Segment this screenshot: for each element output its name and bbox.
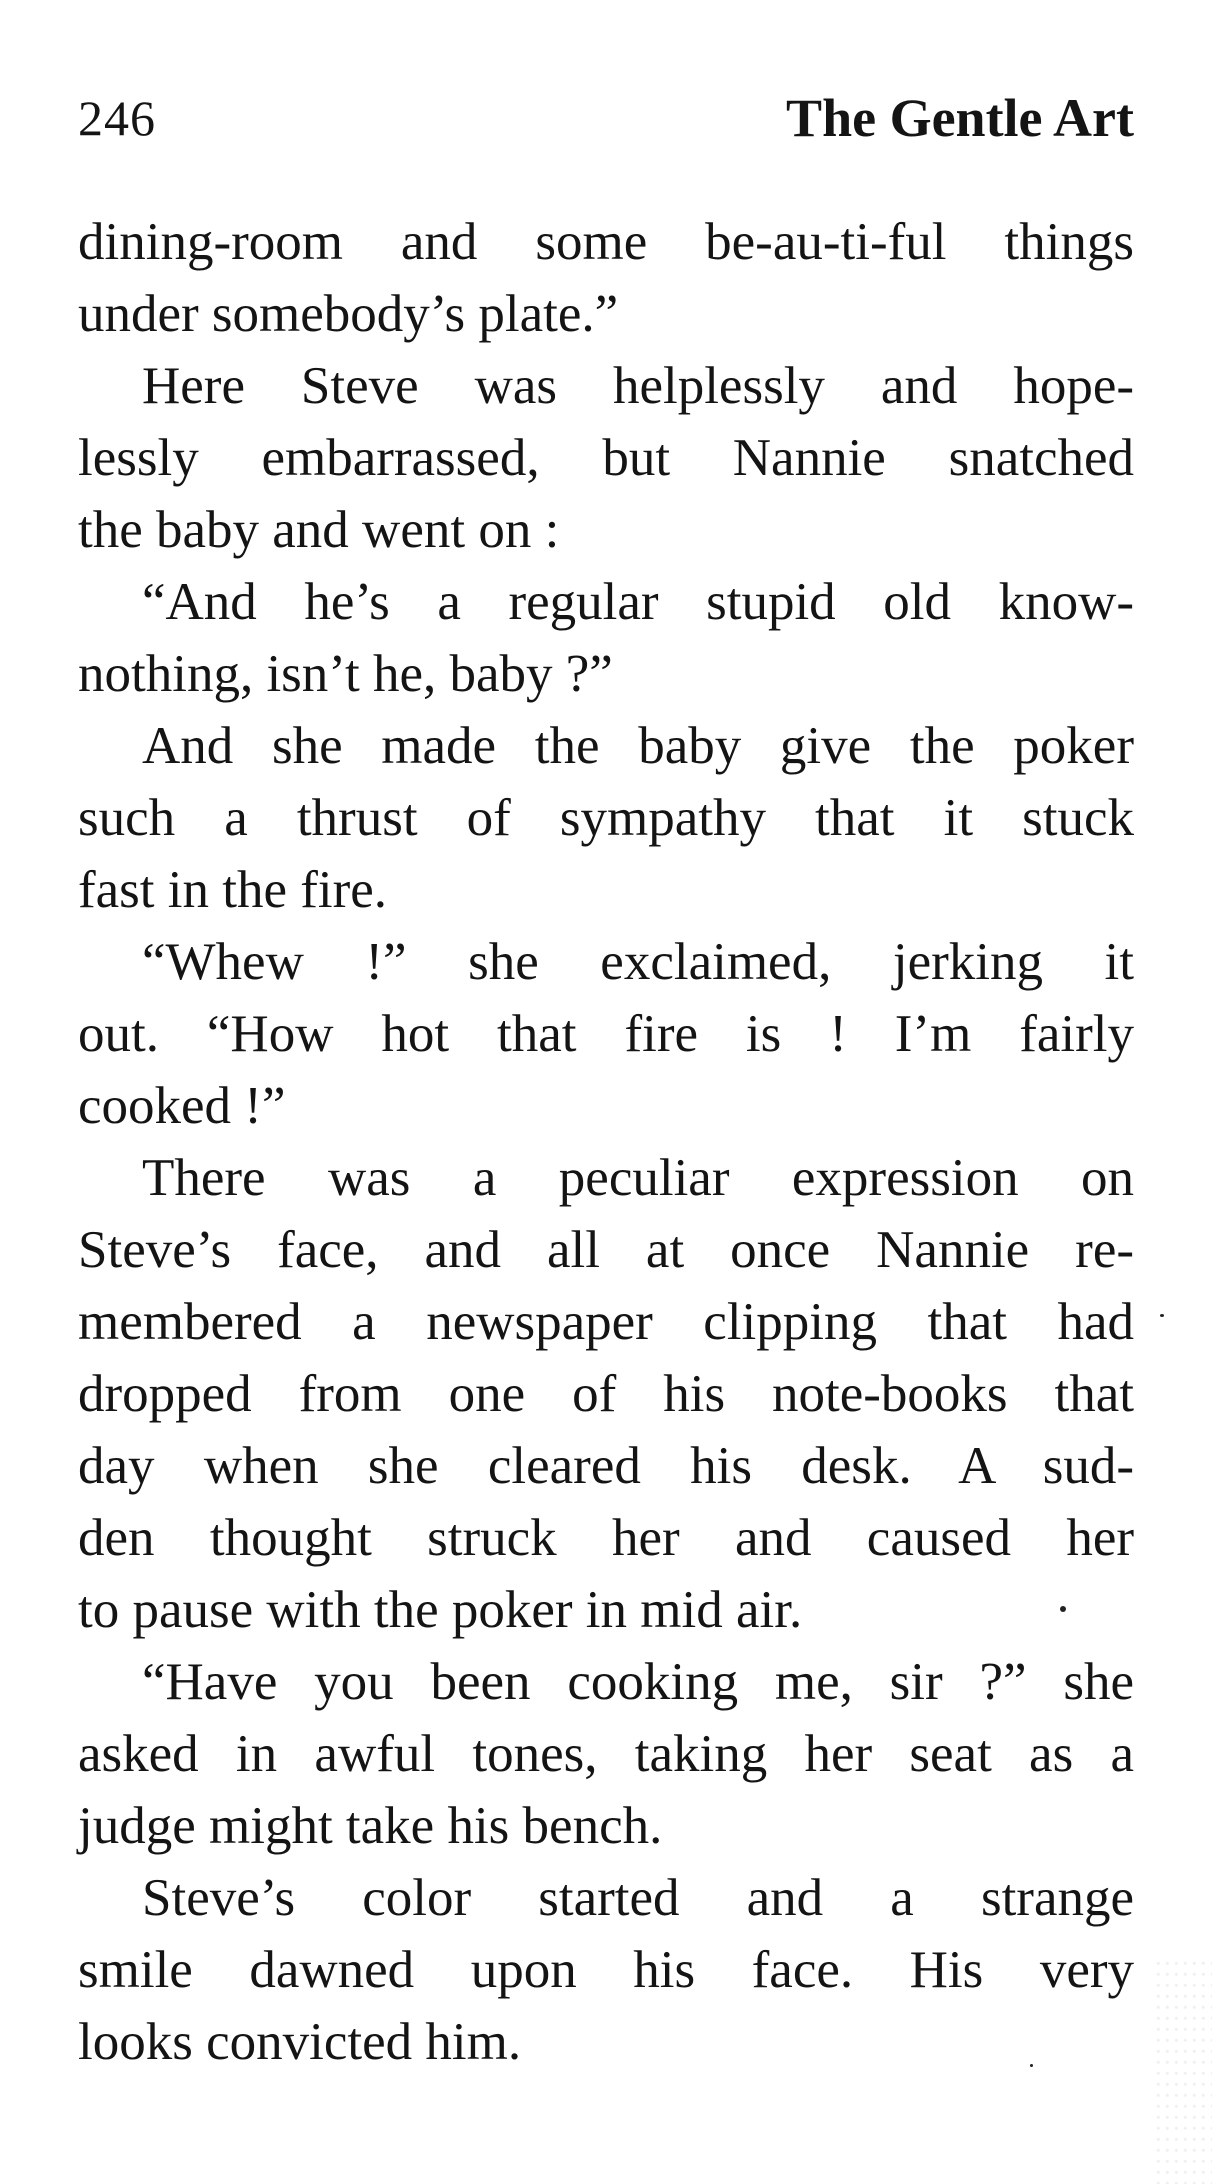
text-line: membered a newspaper clipping that had	[78, 1293, 1134, 1351]
text-line: cooked !”	[78, 1077, 286, 1135]
text-line: There was a peculiar expression on	[142, 1149, 1134, 1207]
text-line: the baby and went on :	[78, 501, 560, 559]
text-line: dining-room and some be-au-ti-ful things	[78, 213, 1134, 271]
text-line: Steve’s face, and all at once Nannie re-	[78, 1221, 1134, 1279]
text-line: to pause with the poker in mid air.	[78, 1581, 803, 1639]
text-line: “And he’s a regular stupid old know-	[142, 573, 1134, 631]
text-line: Here Steve was helplessly and hope-	[142, 357, 1134, 415]
page-number: 246	[78, 90, 156, 146]
text-line: out. “How hot that fire is ! I’m fairly	[78, 1005, 1134, 1063]
text-line: fast in the fire.	[78, 861, 388, 919]
text-line: lessly embarrassed, but Nannie snatched	[78, 429, 1134, 487]
text-line: such a thrust of sympathy that it stuck	[78, 789, 1134, 847]
text-line: day when she cleared his desk. A sud-	[78, 1437, 1134, 1495]
text-line: nothing, isn’t he, baby ?”	[78, 645, 613, 703]
text-line: “Have you been cooking me, sir ?” she	[142, 1653, 1134, 1711]
text-line: under somebody’s plate.”	[78, 285, 619, 343]
text-line: dropped from one of his note-books that	[78, 1365, 1134, 1423]
text-line: And she made the baby give the poker	[142, 717, 1134, 775]
text-line: Steve’s color started and a strange	[142, 1869, 1134, 1927]
ink-speck	[1030, 2064, 1033, 2067]
text-line: smile dawned upon his face. His very	[78, 1941, 1134, 1999]
ink-speck	[1060, 1606, 1066, 1612]
text-line: looks convicted him.	[78, 2013, 522, 2071]
body-text	[78, 206, 1134, 2078]
text-line: “Whew !” she exclaimed, jerking it	[142, 933, 1134, 991]
ink-speck	[1160, 1314, 1164, 1317]
paper-edge-texture	[1152, 1960, 1212, 2184]
running-head: The Gentle Art	[786, 88, 1134, 148]
text-line: judge might take his bench.	[78, 1797, 663, 1855]
text-line: den thought struck her and caused her	[78, 1509, 1134, 1567]
text-line: asked in awful tones, taking her seat as a	[78, 1725, 1134, 1783]
page-header	[78, 82, 1134, 154]
